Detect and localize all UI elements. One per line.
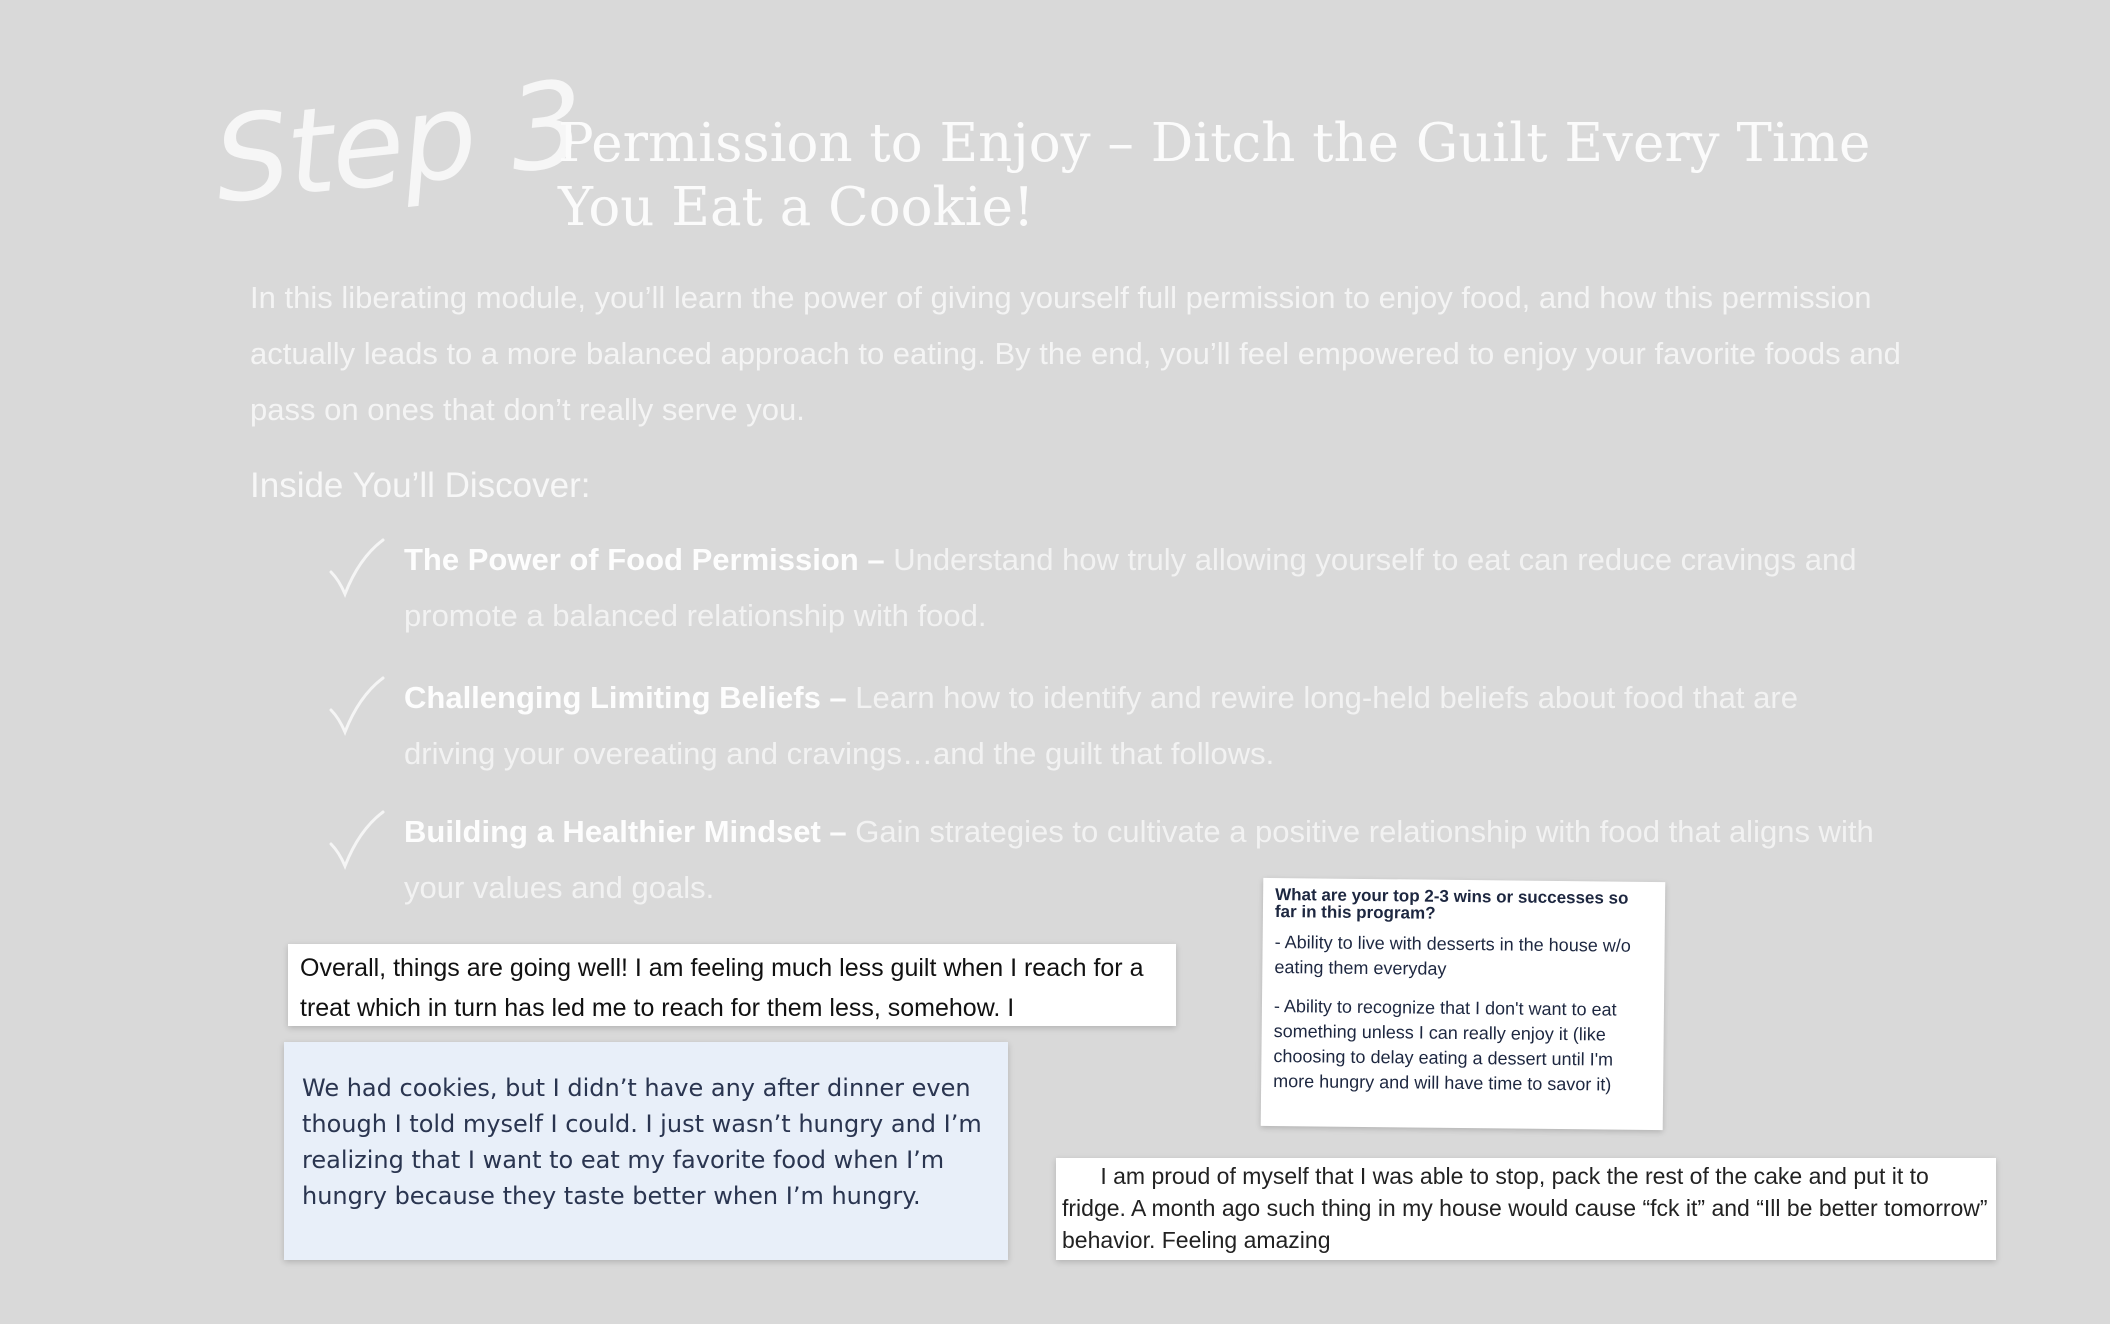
checkmark-icon: [325, 536, 389, 600]
list-item-desc: Gain strategies to cultivate a positive relationship with food that aligns with your values and goals.: [404, 814, 1874, 905]
testimonial-card: We had cookies, but I didn’t have any after dinner even though I told myself I could. I just wasn’t hungry and I’m realizing that I want to eat my favorite food when I’m hungry because they taste better when I’m hungry.: [284, 1042, 1008, 1260]
list-item-text: [404, 670, 1884, 782]
list-item-desc: Learn how to identify and rewire long-held beliefs about food that are driving your overeating and cravings…and the guilt that follows.: [404, 680, 1798, 771]
list-item-title: Building a Healthier Mindset –: [404, 814, 847, 849]
list-item-title: Challenging Limiting Beliefs –: [404, 680, 847, 715]
list-item-desc: Understand how truly allowing yourself to eat can reduce cravings and promote a balanced relationship with food.: [404, 542, 1857, 633]
survey-answer: - Ability to recognize that I don't want to eat something unless I can really enjoy it (like choosing to delay eating a dessert until I'm more hungry and will have time to savor it): [1273, 996, 1617, 1095]
survey-answer: - Ability to live with desserts in the house w/o eating them everyday: [1274, 932, 1631, 979]
page-title: Permission to Enjoy – Ditch the Guilt Every Time You Eat a Cookie!: [558, 113, 1871, 238]
survey-question: What are your top 2-3 wins or successes so far in this program?: [1274, 885, 1629, 923]
testimonial-card: Overall, things are going well! I am feeling much less guilt when I reach for a treat which in turn has led me to reach for them less, somehow. I: [288, 944, 1176, 1026]
list-item-title: The Power of Food Permission –: [404, 542, 885, 577]
testimonial-card: [1056, 1158, 1996, 1260]
testimonial-card: [1261, 878, 1666, 1130]
checkmark-icon: [325, 808, 389, 872]
intro-paragraph: In this liberating module, you’ll learn the power of giving yourself full permission to enjoy food, and how this permission actually leads to a more balanced approach to eating. By the end, you’ll feel empowered to enjoy your favorite foods and pass on ones that don’t really serve you.: [250, 280, 1901, 427]
testimonial-text: I am proud of myself that I was able to stop, pack the rest of the cake and put it to fridge. A month ago such thing in my house would cause “fck it” and “Ill be better tomorrow” behavior. Feeling amazing: [1062, 1163, 1994, 1253]
discover-heading: Inside You’ll Discover:: [250, 466, 591, 505]
checkmark-icon: [325, 674, 389, 738]
list-item-text: [404, 532, 1884, 644]
step-label: Step 3: [207, 54, 590, 230]
